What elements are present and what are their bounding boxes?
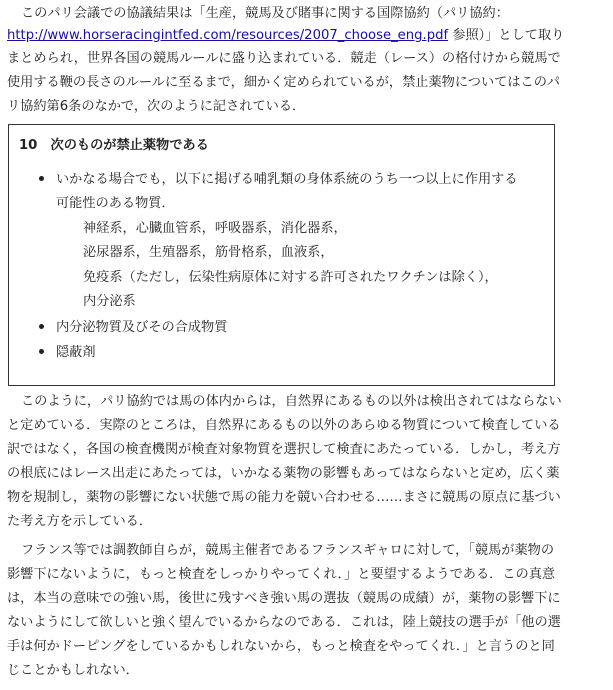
sub-line-4: 内分泌系	[83, 294, 136, 309]
bullet-item-1	[39, 170, 518, 190]
para3-line-2: 影響下にないように，もっと検査をしっかりやってくれ．」と要望するようである．この真意	[7, 567, 556, 582]
bullet-item-1-text: いかなる場合でも，以下に掲げる哺乳類の身体系統のうち一つ以上に作用する	[56, 172, 518, 187]
pdf-link[interactable]: http://www.horseracingintfed.com/resources/2007_choose_eng.pdf	[7, 28, 449, 43]
bullet-icon	[39, 349, 44, 354]
bullet-item-3	[39, 343, 96, 363]
sub-line-2: 泌尿器系，生殖器系，筋骨格系，血液系，	[83, 245, 334, 260]
para2-line-6: た考え方を示している．	[7, 514, 153, 529]
box-heading: 10 次のものが禁止薬物である	[19, 138, 209, 153]
intro-line-2-rest: 参照）」として取り	[448, 28, 565, 43]
para2-line-4: の根底にはレース出走にあたっては，いかなる薬物の影響もあってはならないと定め，広く薬	[7, 466, 560, 481]
sub-line-1: 神経系，心臓血管系，呼吸器系，消化器系，	[83, 221, 347, 236]
intro-line-5: リ協約第6条のなかで，次のように記されている．	[7, 99, 306, 114]
bullet-item-3-text: 隠蔽剤	[56, 345, 96, 360]
para2-line-3: 訳ではなく，各国の検査機関が検査対象物質を選択して検査にあたっている．しかし，考え方	[7, 442, 561, 457]
para3-line-1: フランス等では調教師自らが，競馬主催者であるフランスギャロに対して，「競馬が薬物の	[21, 543, 555, 558]
para3-line-5: 手は何かドーピングをしているかもしれないから，もっと検査をやってくれ．」と言うのと同	[7, 639, 555, 654]
bullet-item-2-text: 内分泌物質及びその合成物質	[56, 320, 228, 335]
para3-line-4: ないようにして欲しいと強く望んでいるからなのである．これは，陸上競技の選手が「他の選	[7, 615, 561, 630]
para3-line-6: じことかもしれない．	[7, 663, 139, 678]
para3-line-3: は，本当の意味での強い馬，後世に残すべき強い馬の選抜（競馬の成績）が，薬物の影響下に	[7, 591, 561, 606]
para2-line-2: と定めている．実際のところは，自然界にあるもの以外のあらゆる物質について検査している	[7, 418, 561, 433]
bullet-item-1-cont: 可能性のある物質．	[56, 196, 175, 211]
intro-line-1: このパリ会議での協議結果は「生産，競馬及び賭事に関する国際協約（パリ協約：	[21, 6, 509, 21]
para2-line-1: このように，パリ協約では馬の体内からは，自然界にあるもの以外は検出されてはならない	[21, 394, 562, 409]
bullet-item-2	[39, 318, 227, 338]
intro-line-4: 使用する鞭の長さのルールに至るまで，細かく定められているが，禁止薬物についてはこのパ	[7, 75, 561, 90]
intro-line-2	[7, 26, 564, 46]
sub-line-3: 免疫系（ただし，伝染性病原体に対する許可されたワクチンは除く），	[83, 270, 498, 285]
quote-box	[8, 124, 555, 386]
bullet-icon	[39, 324, 44, 329]
bullet-icon	[39, 176, 44, 181]
para2-line-5: 物を規制し，薬物の影響にない状態で馬の能力を競い合わせる……まさに競馬の原点に基づい	[7, 490, 561, 505]
intro-line-3: まとめられ，世界各国の競馬ルールに盛り込まれている．競走（レース）の格付けから競馬で	[7, 51, 561, 66]
